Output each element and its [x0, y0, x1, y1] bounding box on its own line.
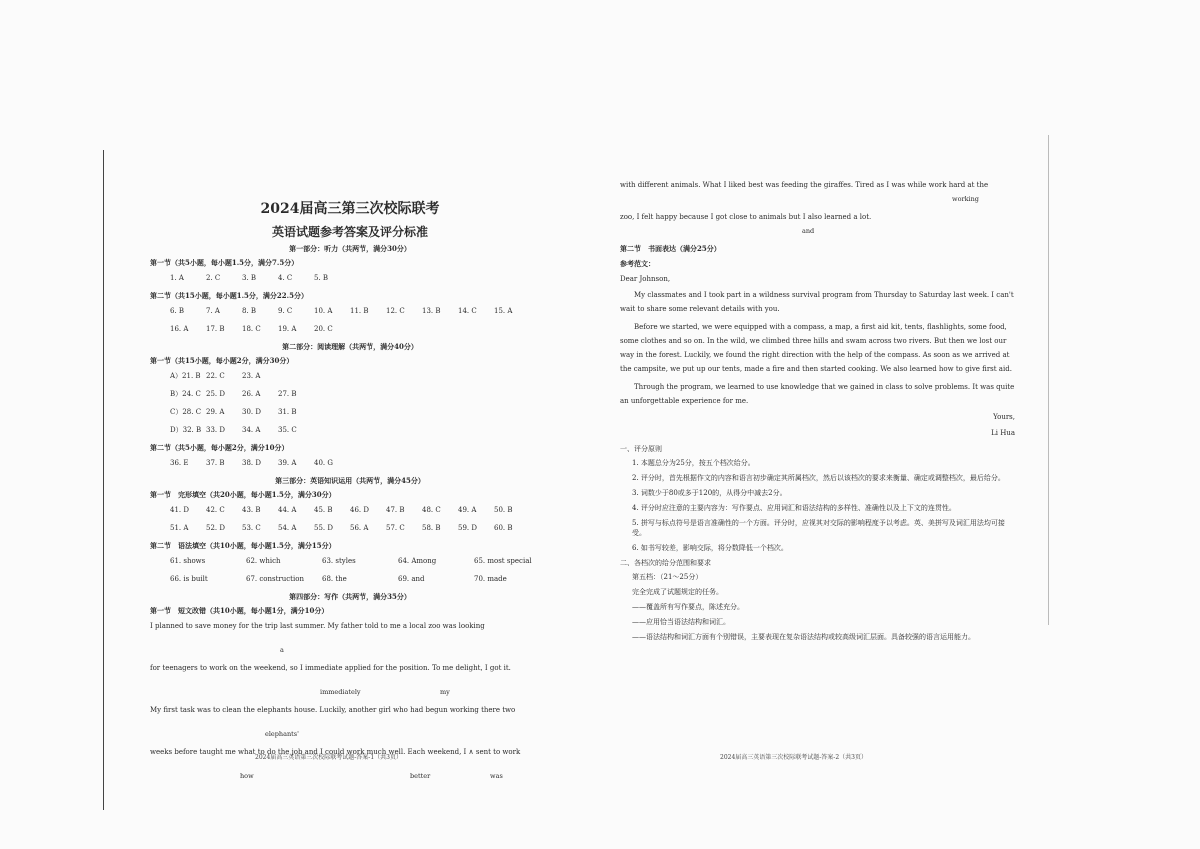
answer-cell: 29. A — [206, 408, 225, 416]
part2-heading: 第二部分：阅读理解（共两节，满分40分） — [282, 342, 418, 351]
answer-cell: 70. made — [474, 575, 507, 583]
right-margin-line — [1048, 135, 1049, 625]
writing-sec2-heading: 第二节 书面表达（满分25分） — [620, 244, 721, 253]
part2-sec2-heading: 第二节（共5小题，每小题2分，满分10分） — [150, 443, 289, 452]
answer-cell: 46. D — [350, 506, 369, 514]
answer-cell: 30. D — [242, 408, 261, 416]
answer-cell: 20. C — [314, 325, 333, 333]
answer-cell: 38. D — [242, 459, 261, 467]
correction: working — [952, 195, 979, 203]
answer-cell: 44. A — [278, 506, 297, 514]
correction: immediately — [320, 688, 361, 696]
signature: Li Hua — [991, 429, 1015, 437]
answer-cell: 16. A — [170, 325, 189, 333]
answer-cell: 64. Among — [398, 557, 437, 565]
answer-cell: 9. C — [278, 307, 293, 315]
level-heading: 第五档：（21～25分） — [632, 573, 703, 581]
correction: a — [280, 646, 284, 654]
answer-cell: 10. A — [314, 307, 333, 315]
criterion: 6. 如书写较差，影响交际，将分数降低一个档次。 — [632, 544, 788, 552]
answer-cell: B）24. C — [170, 390, 201, 398]
passage-line: zoo, I felt happy because I got close to animals but I also learned a lot. — [620, 213, 872, 221]
answer-cell: 60. B — [494, 524, 513, 532]
answer-cell: 57. C — [386, 524, 405, 532]
answer-cell: 62. which — [246, 557, 281, 565]
answer-cell: 23. A — [242, 372, 261, 380]
answer-cell: 53. C — [242, 524, 261, 532]
criteria-heading: 一、评分原则 — [620, 445, 662, 453]
correction: was — [490, 772, 503, 780]
answer-cell: 2. C — [206, 274, 221, 282]
passage-line: with different animals. What I liked best was feeding the giraffes. Tired as I was while work hard at the — [620, 181, 989, 189]
answer-cell: 69. and — [398, 575, 425, 583]
part4-sec1-heading: 第一节 短文改错（共10小题，每小题1分，满分10分） — [150, 606, 329, 615]
part3-heading: 第三部分：英语知识运用（共两节，满分45分） — [275, 476, 425, 485]
answer-cell: A）21. B — [170, 372, 201, 380]
answer-cell: 61. shows — [170, 557, 206, 565]
page-subtitle: 英语试题参考答案及评分标准 — [271, 225, 428, 239]
part3-sec1-heading: 第一节 完形填空（共20小题，每小题1.5分，满分30分） — [150, 490, 336, 499]
correction-row — [150, 645, 550, 659]
answer-cell: 31. B — [278, 408, 297, 416]
answer-cell: 36. E — [170, 459, 189, 467]
answer-cell: 41. D — [170, 506, 189, 514]
footer-left: 2024届高三英语第三次校际联考试题-答案-1（共3页） — [255, 754, 402, 761]
passage-line: My first task was to clean the elephants house. Luckily, another girl who had begun working there two — [150, 706, 516, 714]
answer-group — [150, 556, 550, 584]
criteria-heading: 二、各档次的给分范围和要求 — [620, 559, 711, 567]
answer-cell: 6. B — [170, 307, 185, 315]
answer-cell: 47. B — [386, 506, 405, 514]
essay-paragraph: Before we started, we were equipped with a compass, a map, a first aid kit, tents, flashlights, some food, some clothes and so on. In the wild, we climbed three hills and swam across two rivers. But then we lost our way in the forest. Luckily, we found the right direction with the help of the compass. As soon as we arrived at the campsite, we put up our tents, made a fire and then started cooking. We also learned how to give first aid. — [620, 323, 1012, 373]
answer-cell: 1. A — [170, 274, 184, 282]
answer-cell: 12. C — [386, 307, 405, 315]
essay-paragraph: Through the program, we learned to use knowledge that we gained in class to solve problems. It was quite an unforgettable experience for me. — [620, 383, 1015, 405]
answer-group — [150, 371, 550, 435]
answer-group — [150, 505, 550, 533]
answer-cell: 56. A — [350, 524, 369, 532]
part3-sec2-heading: 第二节 语法填空（共10小题，每小题1.5分，满分15分） — [150, 541, 336, 550]
answer-row — [170, 407, 550, 417]
answer-cell: 3. B — [242, 274, 257, 282]
answer-cell: 49. A — [458, 506, 477, 514]
level-item: ——应用恰当语法结构和词汇。 — [632, 618, 730, 626]
level-item: ——语法结构和词汇方面有个别错误，主要表现在复杂语法结构或较高级词汇层面。具备较强的语言运用能力。 — [632, 633, 975, 641]
answer-cell: 15. A — [494, 307, 513, 315]
passage-line: for teenagers to work on the weekend, so I immediate applied for the position. To me delight, I got it. — [150, 664, 511, 672]
answer-cell: 37. B — [206, 459, 225, 467]
answer-cell: 4. C — [278, 274, 293, 282]
answer-cell: 35. C — [278, 426, 297, 434]
answer-cell: 8. B — [242, 307, 257, 315]
answer-cell: 42. C — [206, 506, 225, 514]
answer-row — [170, 556, 550, 566]
part4-heading: 第四部分：写作（共两节，满分35分） — [289, 592, 411, 601]
answer-row — [170, 273, 550, 283]
level-item: ——覆盖所有写作要点，陈述充分。 — [632, 603, 744, 611]
answer-cell: 59. D — [458, 524, 477, 532]
left-page — [150, 200, 550, 789]
answer-cell: 22. C — [206, 372, 225, 380]
answer-row — [170, 523, 550, 533]
answer-row — [170, 306, 550, 316]
passage-line: I planned to save money for the trip last summer. My father told to me a local zoo was looking — [150, 622, 485, 630]
answer-cell: 34. A — [242, 426, 261, 434]
answer-cell: 40. G — [314, 459, 333, 467]
criterion: 4. 评分时应注意的主要内容为：写作要点、应用词汇和语法结构的多样性、准确性以及上下文的连贯性。 — [632, 504, 956, 512]
answer-cell: 51. A — [170, 524, 189, 532]
answer-cell: 27. B — [278, 390, 297, 398]
criterion: 2. 评分时，首先根据作文的内容和语言初步确定其所属档次，然后以该档次的要求来衡量、确定或调整档次，最后给分。 — [632, 474, 1005, 482]
answer-cell: 17. B — [206, 325, 225, 333]
part1-sec2-heading: 第二节（共15小题，每小题1.5分，满分22.5分） — [150, 291, 308, 300]
answer-cell: 63. styles — [322, 557, 356, 565]
answer-group — [150, 458, 550, 468]
salutation: Dear Johnson, — [620, 275, 671, 283]
answer-cell: 13. B — [422, 307, 441, 315]
answer-row — [170, 425, 550, 435]
answer-row — [170, 458, 550, 468]
left-binding-line — [103, 150, 104, 810]
answer-cell: 58. B — [422, 524, 441, 532]
closing: Yours, — [993, 413, 1015, 421]
criterion: 1. 本题总分为25分，按五个档次给分。 — [632, 459, 755, 467]
part2-sec1-heading: 第一节（共15小题，每小题2分，满分30分） — [150, 356, 294, 365]
answer-cell: 39. A — [278, 459, 297, 467]
answer-cell: 55. D — [314, 524, 333, 532]
correction-row — [150, 687, 550, 701]
answer-row — [170, 371, 550, 381]
level-item: 完全完成了试题规定的任务。 — [632, 588, 723, 596]
answer-cell: 66. is built — [170, 575, 208, 583]
answer-row — [170, 324, 550, 334]
criterion: 3. 词数少于80或多于120的，从得分中减去2分。 — [632, 489, 787, 497]
correction: my — [440, 688, 450, 696]
answer-cell: 68. the — [322, 575, 347, 583]
answer-cell: 45. B — [314, 506, 333, 514]
correction: how — [240, 772, 254, 780]
answer-cell: 50. B — [494, 506, 513, 514]
answer-cell: D）32. B — [170, 426, 202, 434]
answer-cell: 65. most special — [474, 557, 532, 565]
answer-cell: 11. B — [350, 307, 369, 315]
correction-row — [150, 771, 550, 785]
answer-cell: 19. A — [278, 325, 297, 333]
page-title: 2024届高三第三次校际联考 — [260, 201, 440, 217]
correction-row — [150, 729, 550, 743]
answer-row — [170, 505, 550, 515]
essay-paragraph: My classmates and I took part in a wildness survival program from Thursday to Saturday last week. I can't wait to share some relevant details with you. — [620, 291, 1014, 313]
answer-cell: 18. C — [242, 325, 261, 333]
answer-cell: 48. C — [422, 506, 441, 514]
correction: elephants' — [265, 730, 299, 738]
part1-heading: 第一部分：听力（共两节，满分30分） — [289, 244, 411, 253]
answer-cell: 54. A — [278, 524, 297, 532]
criterion: 5. 拼写与标点符号是语言准确性的一个方面。评分时，应视其对交际的影响程度予以考虑。英、美拼写及词汇用法均可接受。 — [632, 519, 1005, 537]
right-page — [620, 180, 1015, 647]
answer-cell: 7. A — [206, 307, 220, 315]
answer-row — [170, 574, 550, 584]
answer-cell: 5. B — [314, 274, 329, 282]
answer-cell: 52. D — [206, 524, 225, 532]
passage-line: weeks before taught me what to do the job and I could work much well. Each weekend, I ∧ sent to work — [150, 748, 521, 756]
answer-cell: C）28. C — [170, 408, 202, 416]
sample-label: 参考范文： — [620, 259, 655, 268]
answer-cell: 26. A — [242, 390, 261, 398]
part1-sec1-heading: 第一节（共5小题，每小题1.5分，满分7.5分） — [150, 258, 299, 267]
answer-cell: 43. B — [242, 506, 261, 514]
answer-cell: 33. D — [206, 426, 225, 434]
answer-cell: 67. construction — [246, 575, 304, 583]
answer-row — [170, 389, 550, 399]
correction-row — [620, 226, 1015, 240]
answer-group — [150, 273, 550, 283]
correction: better — [410, 772, 431, 780]
answer-group — [150, 306, 550, 334]
answer-cell: 14. C — [458, 307, 477, 315]
footer-right: 2024届高三英语第三次校际联考试题-答案-2（共3页） — [720, 754, 867, 761]
correction: and — [802, 227, 815, 235]
answer-cell: 25. D — [206, 390, 225, 398]
correction-row — [620, 194, 1015, 208]
